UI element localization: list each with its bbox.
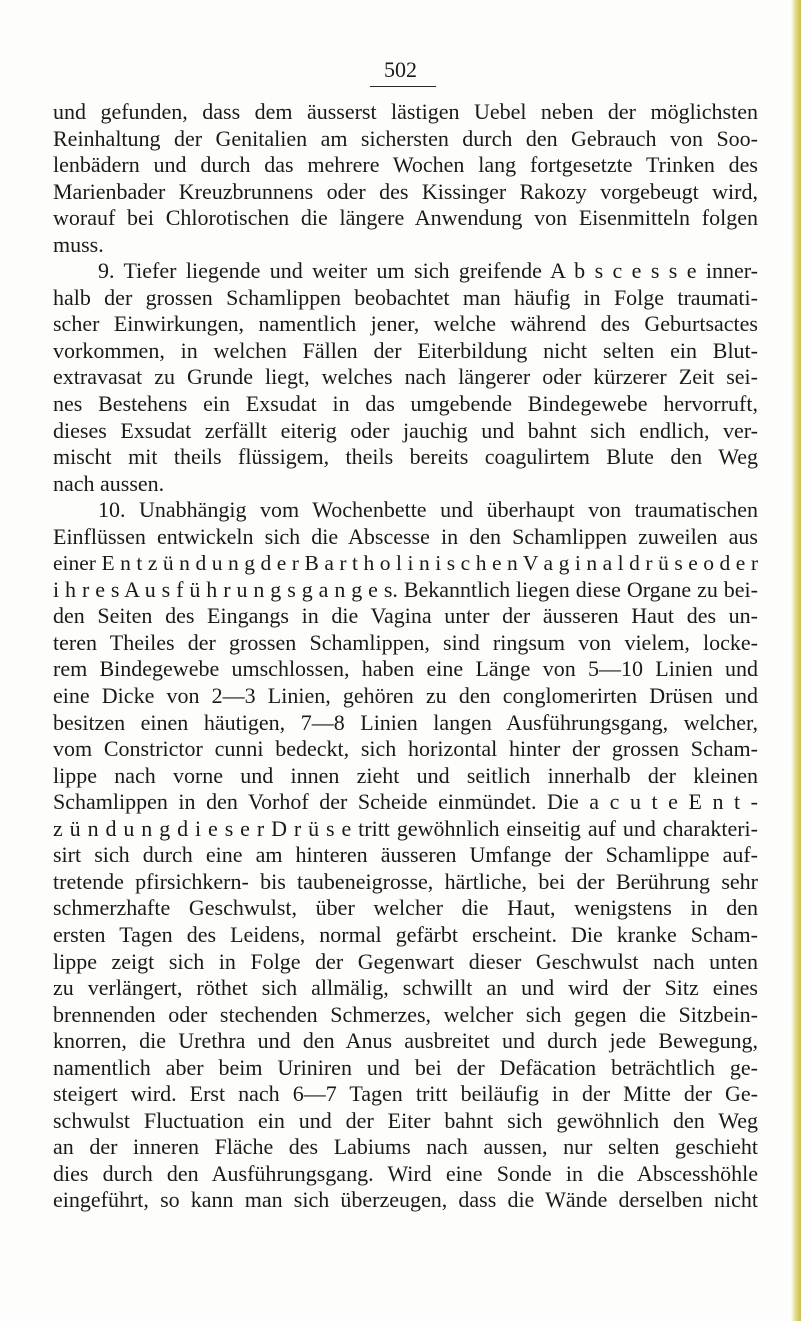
text-line: mischt mit theils flüssigem, theils bereits coagulirtem Blute den Weg xyxy=(53,444,758,470)
text-line: lippe zeigt sich in Folge der Gegenwart dieser Geschwulst nach unten xyxy=(53,948,758,974)
text-line: halb der grossen Schamlippen beobachtet man häufig in Folge traumati- xyxy=(53,284,758,310)
text-line: extravasat zu Grunde liegt, welches nach längerer oder kürzerer Zeit sei- xyxy=(53,364,758,390)
text-line: brennenden oder stechenden Schmerzes, welcher sich gegen die Sitzbein- xyxy=(53,1001,758,1027)
text-line: eine Dicke von 2—3 Linien, gehören zu den conglomerirten Drüsen und xyxy=(53,683,758,709)
text-line: z ü n d u n g d i e s e r D r ü s e tritt gewöhnlich einseitig auf und charakteri- xyxy=(53,815,758,841)
text-line: einer E n t z ü n d u n g d e r B a r t h o l i n i s c h e n V a g i n a l d r ü s e o d e r xyxy=(53,551,758,576)
text-line: nach aussen. xyxy=(53,470,165,496)
text-line: Einflüssen entwickeln sich die Abscesse in den Schamlippen zuweilen aus xyxy=(53,523,758,549)
page-edge xyxy=(791,0,801,1321)
paragraph-start: 10. Unabhängig vom Wochenbette und überhaupt von traumatischen xyxy=(98,497,758,523)
text-line: sirt sich durch eine am hinteren äusseren Umfange der Schamlippe auf- xyxy=(53,842,758,868)
text-line: lenbädern und durch das mehrere Wochen lang fortgesetzte Trinken des xyxy=(53,152,758,178)
text-line: rem Bindegewebe umschlossen, haben eine Länge von 5—10 Linien und xyxy=(53,656,758,682)
text-line: lippe nach vorne und innen zieht und seitlich innerhalb der kleinen xyxy=(53,762,758,788)
text-line: zu verlängert, röthet sich allmälig, schwillt an und wird der Sitz eines xyxy=(53,975,758,1001)
body-text xyxy=(53,99,758,1214)
text-line: den Seiten des Eingangs in die Vagina unter der äusseren Haut des un- xyxy=(53,603,758,629)
text-line: steigert wird. Erst nach 6—7 Tagen tritt beiläufig in der Mitte der Ge- xyxy=(53,1081,758,1107)
text-line: schwulst Fluctuation ein und der Eiter bahnt sich gewöhnlich den Weg xyxy=(53,1107,758,1133)
text-line: eingeführt, so kann man sich überzeugen, dass die Wände derselben nicht xyxy=(53,1187,758,1213)
text-line: i h r e s A u s f ü h r u n g s g a n g e s. Bekanntlich liegen diese Organe zu bei- xyxy=(53,576,758,602)
text-line: worauf bei Chlorotischen die längere Anwendung von Eisenmitteln folgen xyxy=(53,205,758,231)
text-line: knorren, die Urethra und den Anus ausbreitet und durch jede Bewegung, xyxy=(53,1028,758,1054)
page-number: 502 xyxy=(384,57,417,82)
text-line: scher Einwirkungen, namentlich jener, welche während des Geburtsactes xyxy=(53,311,758,337)
text-line: Schamlippen in den Vorhof der Scheide einmündet. Die a c u t e E n t - xyxy=(53,789,758,815)
text-line: Reinhaltung der Genitalien am sichersten durch den Gebrauch von Soo- xyxy=(53,125,758,151)
text-line: schmerzhafte Geschwulst, über welcher die Haut, wenigstens in den xyxy=(53,895,758,921)
text-line: vom Constrictor cunni bedeckt, sich horizontal hinter der grossen Scham- xyxy=(53,736,758,762)
text-line: tretende pfirsichkern- bis taubeneigrosse, härtliche, bei der Berührung sehr xyxy=(53,868,758,894)
paragraph-start: 9. Tiefer liegende und weiter um sich greifende A b s c e s s e inner- xyxy=(98,258,758,284)
text-line: an der inneren Fläche des Labiums nach aussen, nur selten geschieht xyxy=(53,1134,758,1160)
text-line: besitzen einen häutigen, 7—8 Linien langen Ausführungsgang, welcher, xyxy=(53,709,758,735)
text-line: ersten Tagen des Leidens, normal gefärbt erscheint. Die kranke Scham- xyxy=(53,921,758,947)
text-line: teren Theiles der grossen Schamlippen, sind ringsum von vielem, locke- xyxy=(53,629,758,655)
text-line: dies durch den Ausführungsgang. Wird eine Sonde in die Abscesshöhle xyxy=(53,1160,758,1186)
page-number-rule xyxy=(370,86,436,87)
text-line: vorkommen, in welchen Fällen der Eiterbildung nicht selten ein Blut- xyxy=(53,337,758,363)
text-line: und gefunden, dass dem äusserst lästigen Uebel neben der möglichsten xyxy=(53,99,758,124)
text-line: muss. xyxy=(53,231,104,257)
text-line: Marienbader Kreuzbrunnens oder des Kissinger Rakozy vorgebeugt wird, xyxy=(53,178,758,204)
text-line: dieses Exsudat zerfällt eiterig oder jauchig und bahnt sich endlich, ver- xyxy=(53,417,758,443)
text-line: namentlich aber beim Uriniren und bei der Defäcation beträchtlich ge- xyxy=(53,1054,758,1080)
text-line: nes Bestehens ein Exsudat in das umgebende Bindegewebe hervorruft, xyxy=(53,391,758,417)
